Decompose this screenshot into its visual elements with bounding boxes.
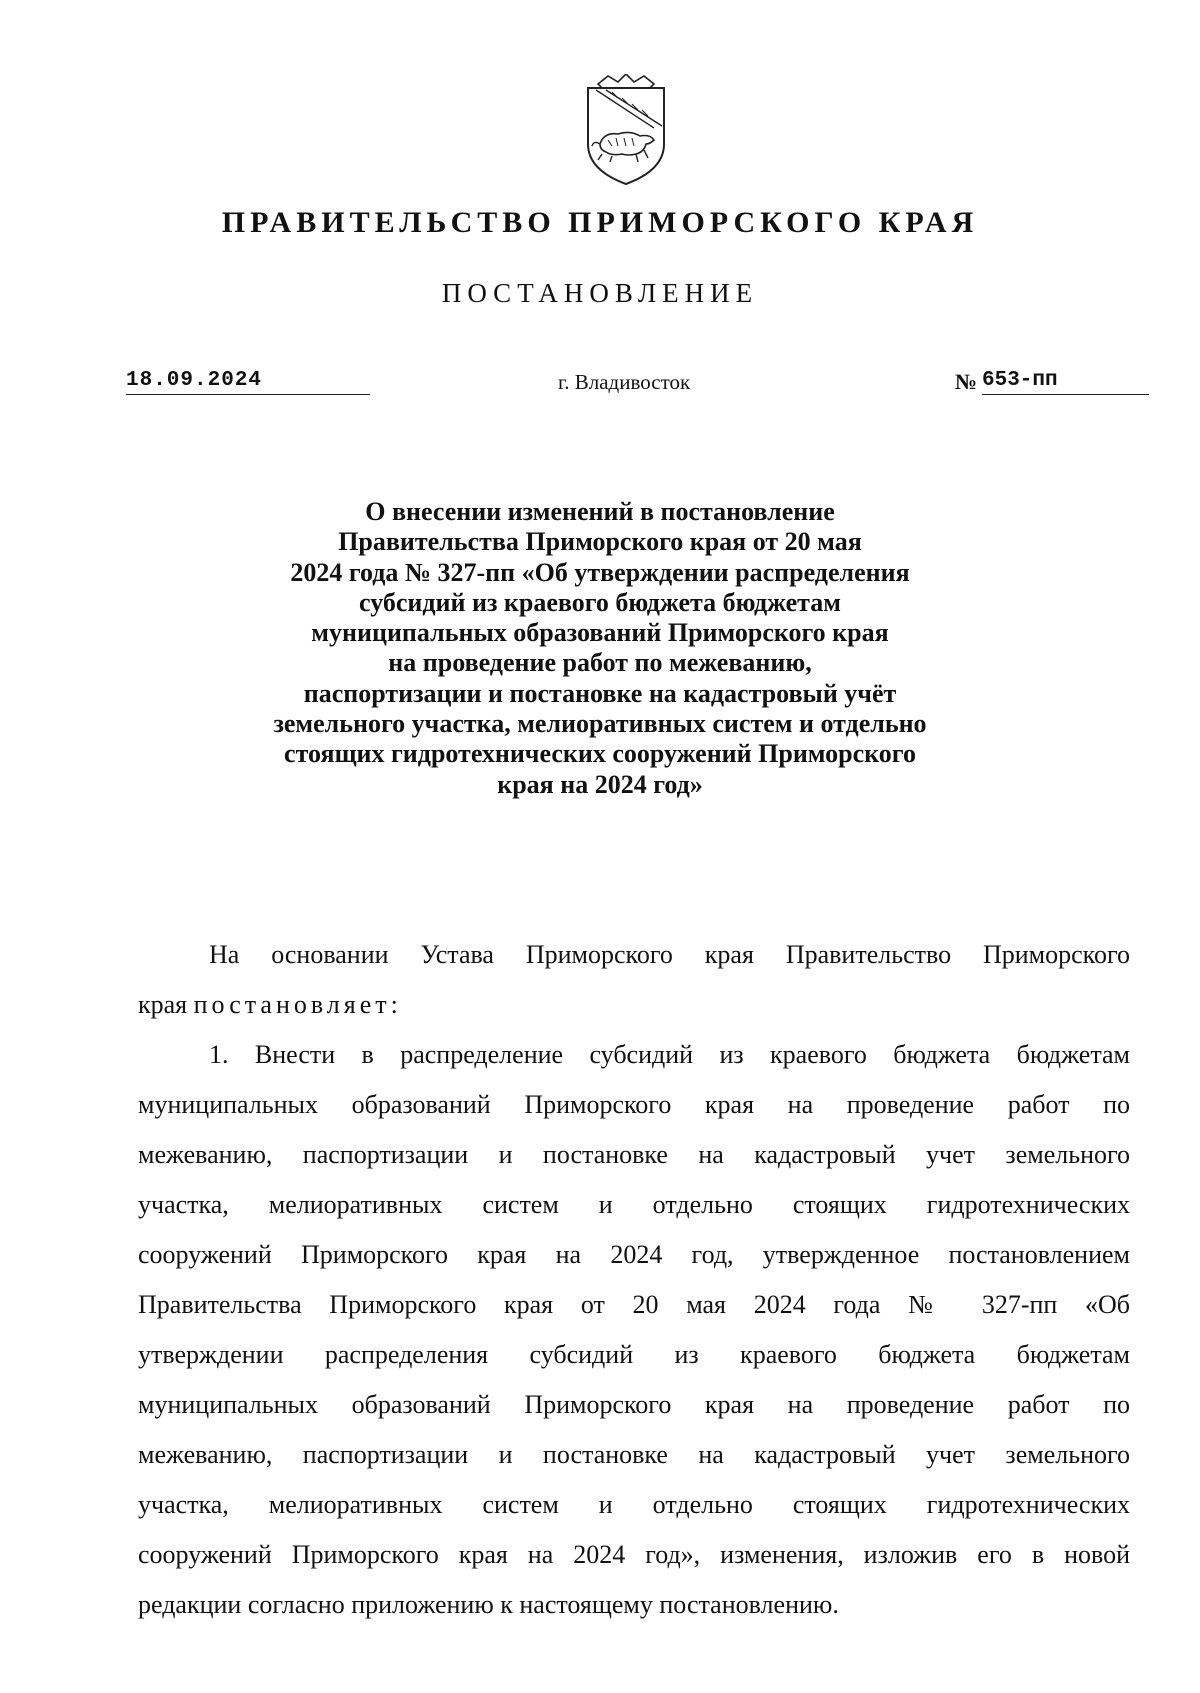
heading-line: паспортизации и постановке на кадастровый учёт bbox=[303, 678, 897, 708]
intro-prefix: края bbox=[138, 990, 194, 1019]
heading-line: О внесении изменений в постановление bbox=[365, 497, 835, 526]
heading-line: субсидий из краевого бюджета бюджетам bbox=[359, 587, 841, 617]
paragraph-line: муниципальных образований Приморского края на проведение работ по bbox=[138, 1090, 1130, 1119]
heading-line: края на 2024 год» bbox=[497, 769, 703, 799]
paragraph-line: участка, мелиоративных систем и отдельно стоящих гидротехнических bbox=[138, 1190, 1130, 1219]
intro-line bbox=[138, 980, 1130, 1030]
paragraph-line: 1. Внести в распределение субсидий из краевого бюджета бюджетам bbox=[209, 1040, 1130, 1069]
paragraph-line: муниципальных образований Приморского края на проведение работ по bbox=[138, 1390, 1130, 1419]
heading-line: 2024 года № 327-пп «Об утверждении распределения bbox=[290, 557, 910, 587]
government-title: ПРАВИТЕЛЬСТВО ПРИМОРСКОГО КРАЯ bbox=[221, 206, 979, 239]
document-heading bbox=[220, 497, 980, 800]
document-city: г. Владивосток bbox=[558, 370, 691, 394]
intro-line: На основании Устава Приморского края Правительство Приморского bbox=[209, 940, 1130, 969]
paragraph-line: участка, мелиоративных систем и отдельно стоящих гидротехнических bbox=[138, 1490, 1130, 1519]
heading-line: стоящих гидротехнических сооружений Приморского bbox=[284, 739, 916, 769]
heading-line: муниципальных образований Приморского края bbox=[311, 618, 889, 648]
paragraph-line: сооружений Приморского края на 2024 год», изменения, изложив его в новой bbox=[138, 1540, 1130, 1569]
document-body bbox=[138, 930, 1130, 1630]
paragraph-line: утверждении распределения субсидий из краевого бюджета бюджетам bbox=[138, 1340, 1130, 1369]
document-type: ПОСТАНОВЛЕНИЕ bbox=[441, 278, 759, 308]
heading-line: Правительства Приморского края от 20 мая bbox=[338, 527, 862, 557]
document-number: 653-пп bbox=[982, 369, 1149, 395]
resolves-word: постановляет: bbox=[193, 990, 402, 1019]
heading-line: на проведение работ по межеванию, bbox=[388, 648, 812, 678]
paragraph-line: редакции согласно приложению к настоящему постановлению. bbox=[138, 1590, 839, 1619]
document-number-prefix: № bbox=[955, 369, 978, 394]
paragraph-line: сооружений Приморского края на 2024 год, утвержденное постановлением bbox=[138, 1240, 1130, 1269]
heading-line: земельного участка, мелиоративных систем и отдельно bbox=[273, 709, 927, 739]
paragraph-line: межеванию, паспортизации и постановке на кадастровый учет земельного bbox=[138, 1440, 1130, 1469]
primorsky-krai-coat-of-arms-icon bbox=[578, 74, 674, 186]
paragraph-line: Правительства Приморского края от 20 мая 2024 года № 327-пп «Об bbox=[138, 1290, 1130, 1319]
paragraph-line: межеванию, паспортизации и постановке на кадастровый учет земельного bbox=[138, 1140, 1130, 1169]
document-date: 18.09.2024 bbox=[126, 369, 370, 395]
